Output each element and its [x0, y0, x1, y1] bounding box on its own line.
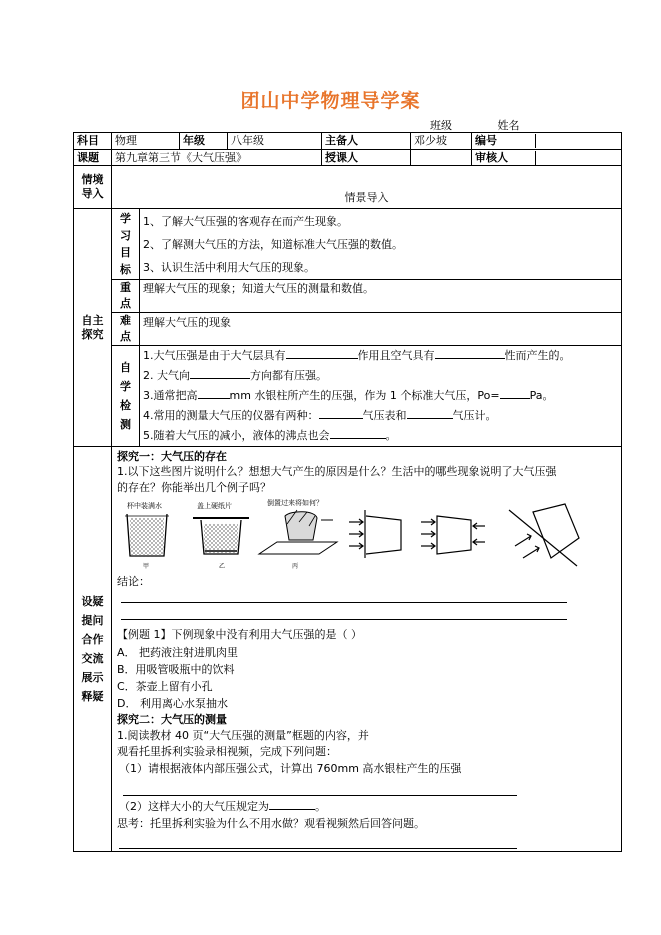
check-q2: 2. 大气向 方向都有压强。 [143, 369, 327, 382]
intro-row [74, 166, 622, 209]
option-b: B．用吸管吸瓶中的饮料 [117, 663, 235, 676]
code-value[interactable] [536, 134, 622, 148]
objective-item: 2、了解测大气压的方法，知道标准大气压强的数值。 [143, 237, 403, 251]
cup-tilted-figure [509, 504, 579, 566]
q4-blank-1[interactable] [319, 407, 363, 419]
objectives-list [140, 209, 622, 280]
check-q4: 4.常用的测量大气压的仪器有两种： 气压表和 气压计。 [143, 409, 497, 422]
key-label: 重 点 [112, 280, 140, 313]
difficulty-text: 理解大气压的现象 [140, 313, 622, 346]
conclusion-label: 结论： [117, 575, 150, 588]
reviewer-value[interactable] [536, 151, 622, 165]
lead-label: 主备人 [322, 133, 411, 150]
reviewer-cell [472, 150, 622, 166]
s1-question-line1: 1.以下这些图片说明什么？想想大气产生的原因是什么？生活中的哪些现象说明了大气压强 [117, 465, 557, 478]
fig-cap-b: 盖上硬纸片 [197, 502, 232, 510]
reviewer-label: 审核人 [472, 151, 536, 165]
fig-lab-c: 丙 [292, 563, 299, 570]
cup-sideways-figure [349, 510, 401, 558]
fig-cap-c: 倒置过来将如何？ [267, 499, 323, 507]
grade-value: 八年级 [228, 133, 322, 150]
s2-line2: 观看托里拆利实验录相视频，完成下列问题： [117, 745, 337, 758]
subject-value: 物理 [112, 133, 180, 150]
self-check-label: 自 学 检 测 [112, 346, 140, 447]
class-label: 班级 [430, 119, 452, 132]
objective-item: 3、认识生活中利用大气压的现象。 [143, 260, 315, 274]
q1-blank-2[interactable] [435, 347, 505, 359]
lesson-plan-table [73, 132, 622, 852]
self-check-questions [140, 346, 622, 447]
grade-label: 年级 [180, 133, 228, 150]
s2-line1: 1.阅读教材 40 页“大气压强的测量”框题的内容，并 [117, 729, 369, 742]
q3-blank-1[interactable] [198, 387, 230, 399]
explore-label: 设疑 提问 合作 交流 展示 释疑 [74, 447, 112, 852]
s1-question-line2: 的存在？你能举出几个例子吗？ [117, 481, 271, 494]
objectives-row [74, 209, 622, 280]
cup-inverted-figure [259, 510, 337, 554]
q1-blank-1[interactable] [286, 347, 358, 359]
topic-label: 课题 [74, 150, 112, 166]
q5-blank[interactable] [330, 427, 386, 439]
s2-q1-answer-line[interactable] [123, 781, 517, 796]
s1-title: 探究一：大气压的存在 [117, 450, 227, 463]
explore-row [74, 447, 622, 852]
s2-title: 探究二：大气压的测量 [117, 713, 227, 726]
experiment-figures [119, 498, 589, 570]
fig-lab-a: 甲 [143, 563, 150, 570]
objectives-label: 学 习 目 标 [112, 209, 140, 280]
s2-q2: （2）这样大小的大气压规定为 。 [119, 800, 326, 813]
subject-label: 科目 [74, 133, 112, 150]
code-label: 编号 [472, 134, 536, 148]
key-text: 理解大气压的现象；知道大气压的测量和数值。 [140, 280, 622, 313]
q3-blank-2[interactable] [500, 387, 530, 399]
code-cell [472, 133, 622, 150]
fig-lab-b: 乙 [219, 563, 226, 570]
key-points-row [74, 280, 622, 313]
intro-label: 情境 导入 [74, 166, 112, 209]
cup-card-figure [193, 518, 249, 554]
option-d: D． 利用离心水泵抽水 [117, 697, 228, 710]
option-c: C．茶壶上留有小孔 [117, 680, 213, 693]
example-1-title: 【例题 1】下例现象中没有利用大气压强的是（ ） [117, 628, 362, 641]
cup-arrows-figure [421, 516, 485, 554]
s2-think-answer-line[interactable] [119, 834, 517, 849]
fig-cap-a: 杯中装满水 [127, 502, 162, 510]
difficulty-label: 难 点 [112, 313, 140, 346]
q4-blank-2[interactable] [407, 407, 453, 419]
s2-q2-blank[interactable] [269, 798, 315, 810]
s2-q1: （1）请根据液体内部压强公式，计算出 760mm 高水银柱产生的压强 [119, 762, 462, 775]
difficulty-row [74, 313, 622, 346]
explore-content [112, 447, 622, 852]
topic-value: 第九章第三节《大气压强》 [112, 150, 322, 166]
check-q1: 1.大气压强是由于大气层具有 作用且空气具有 性而产生的。 [143, 349, 571, 362]
lead-value: 邓少坡 [411, 133, 472, 150]
cup-full-figure [125, 514, 169, 556]
conclusion-line-1[interactable] [121, 588, 567, 603]
teacher-label: 授课人 [322, 150, 411, 166]
intro-content: 情景导入 [112, 166, 622, 209]
teacher-value[interactable] [411, 150, 472, 166]
objective-item: 1、了解大气压强的客观存在而产生现象。 [143, 214, 348, 228]
option-a: A． 把药液注射进肌肉里 [117, 646, 239, 659]
s2-think: 思考：托里拆利实验为什么不用水做？观看视频然后回答问题。 [117, 817, 425, 830]
header-row-1 [74, 133, 622, 150]
header-row-2 [74, 150, 622, 166]
q2-blank[interactable] [190, 367, 250, 379]
self-study-label: 自主 探究 [74, 209, 112, 447]
self-check-row [74, 346, 622, 447]
page-title: 团山中学物理导学案 [240, 90, 421, 112]
name-label: 姓名 [497, 119, 520, 132]
check-q5: 5.随着大气压的减小，液体的沸点也会 。 [143, 429, 397, 442]
class-name-line [430, 117, 566, 133]
check-q3: 3.通常把高 mm 水银柱所产生的压强，作为 1 个标准大气压，Po= Pa。 [143, 389, 554, 402]
conclusion-line-2[interactable] [121, 605, 567, 620]
